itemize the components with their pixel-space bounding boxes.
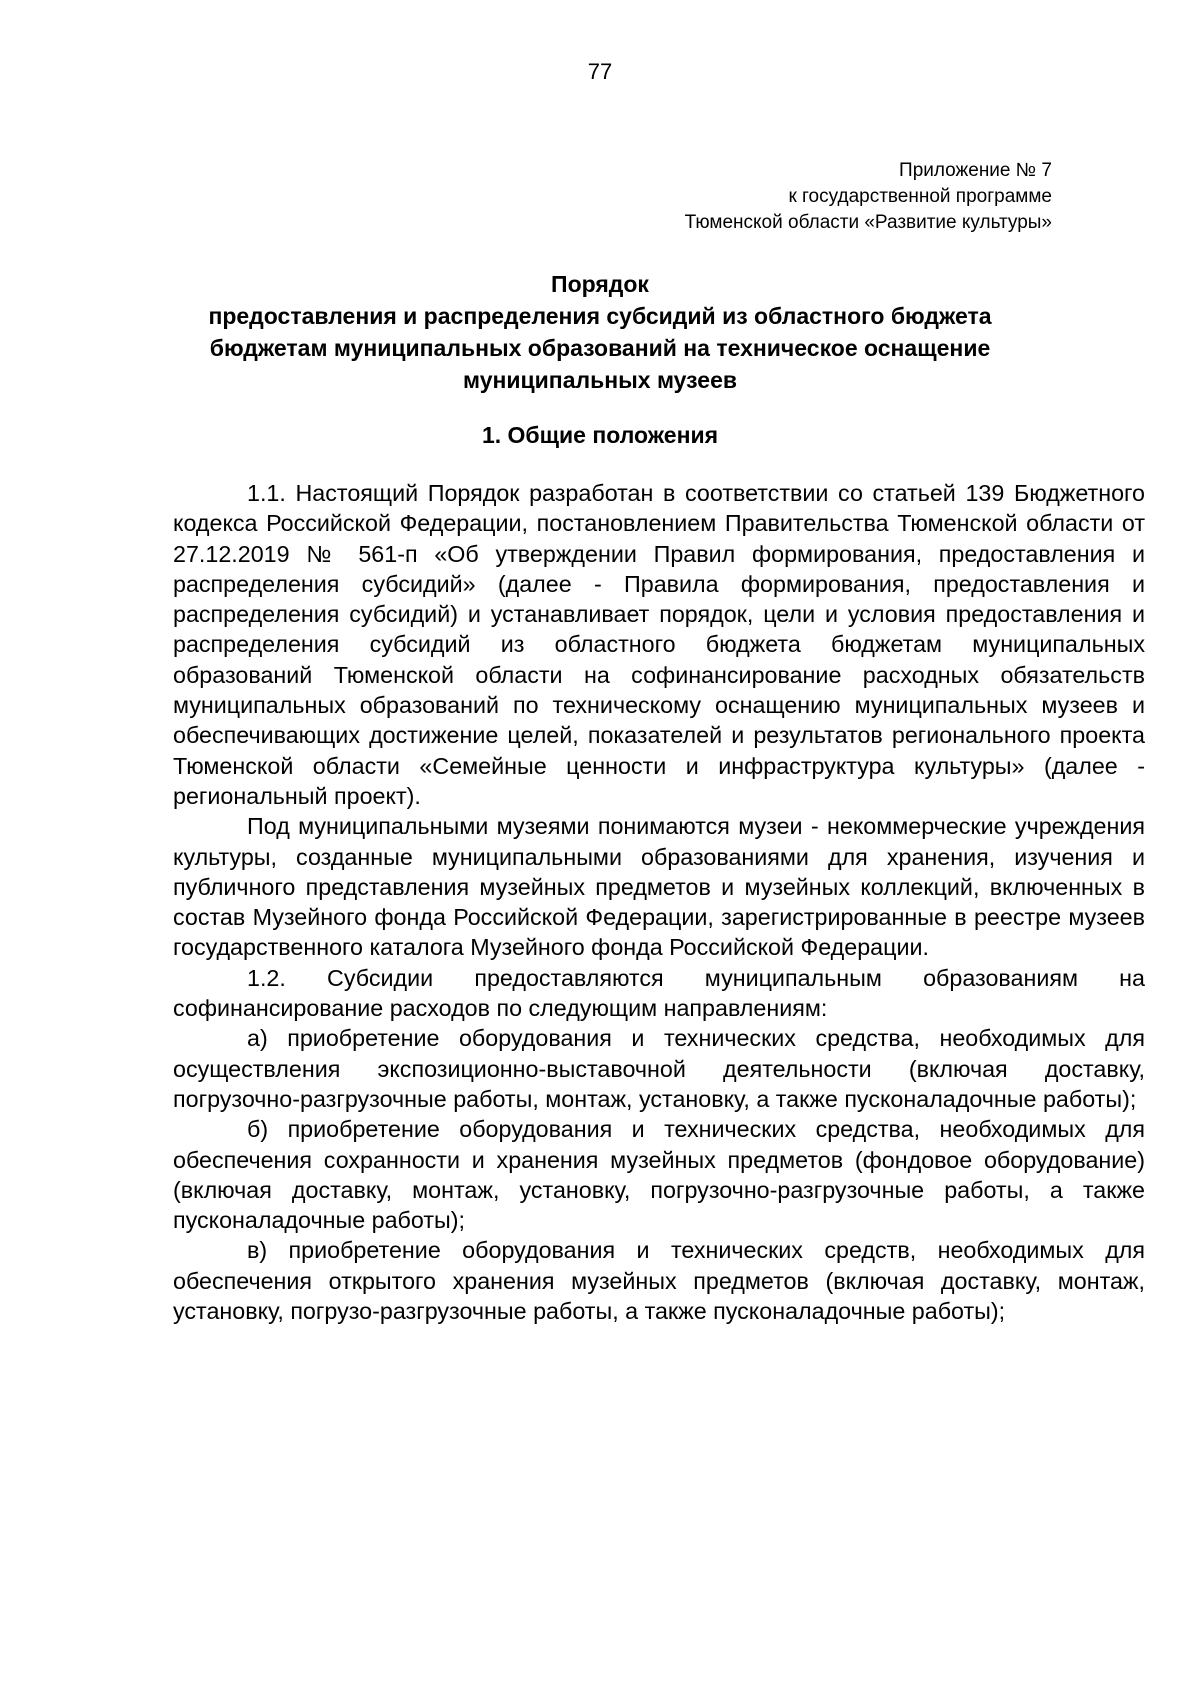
paragraph-1-1: 1.1. Настоящий Порядок разработан в соответствии со статьей 139 Бюджетного кодекса Российской Федерации, постановлением Правительства Тюменской области от 27.12.2019 № 561-п «Об утверждении Правил формирования, предоставления и распределения субсидий» (далее - Правила формирования, предоставления и распределения субсидий) и устанавливает порядок, цели и условия предоставления и распределения субсидий из областного бюджета бюджетам муниципальных образований Тюменской области на софинансирование расходных обязательств муниципальных образований по техническому оснащению муниципальных музеев и обеспечивающих достижение целей, показателей и результатов регионального проекта Тюменской области «Семейные ценности и инфраструктура культуры» (далее - региональный проект). (173, 480, 1145, 809)
paragraph-item-b: б) приобретение оборудования и технических средства, необходимых для обеспечения сохранности и хранения музейных предметов (фондовое оборудование) (включая доставку, монтаж, установку, погрузочно-разгрузочные работы, а также пусконаладочные работы); (173, 1116, 1145, 1234)
paragraph-museums-definition: Под муниципальными музеями понимаются музеи - некоммерческие учреждения культуры, созданные муниципальными образованиями для хранения, изучения и публичного представления музейных предметов и музейных коллекций, включенных в состав Музейного фонда Российской Федерации, зарегистрированные в реестре музеев государственного каталога Музейного фонда Российской Федерации. (173, 813, 1145, 961)
title-line-1: Порядок (551, 271, 649, 297)
appendix-line-program: к государственной программе (788, 186, 1052, 207)
appendix-reference (685, 158, 1052, 236)
appendix-line-program-name: Тюменской области «Развитие культуры» (684, 212, 1052, 233)
title-line-4: муниципальных музеев (462, 367, 737, 393)
page-number: 77 (587, 59, 613, 84)
paragraph-item-c: в) приобретение оборудования и технических средств, необходимых для обеспечения открытого хранения музейных предметов (включая доставку, монтаж, установку, погрузо-разгрузочные работы, а также пусконаладочные работы); (173, 1237, 1145, 1325)
section-heading: 1. Общие положения (481, 422, 719, 448)
title-line-2: предоставления и распределения субсидий из областного бюджета (208, 303, 992, 329)
body-text (173, 478, 1145, 1326)
appendix-line-number: Приложение № 7 (899, 160, 1052, 181)
paragraph-1-2: 1.2. Субсидии предоставляются муниципальным образованиям на софинансирование расходов по следующим направлениям: (173, 964, 1145, 1022)
paragraph-item-a: а) приобретение оборудования и технических средства, необходимых для осуществления экспозиционно-выставочной деятельности (включая доставку, погрузочно-разгрузочные работы, монтаж, установку, а также пусконаладочные работы); (173, 1025, 1145, 1112)
title-line-3: бюджетам муниципальных образований на техническое оснащение (209, 335, 991, 361)
document-title (0, 268, 1200, 396)
